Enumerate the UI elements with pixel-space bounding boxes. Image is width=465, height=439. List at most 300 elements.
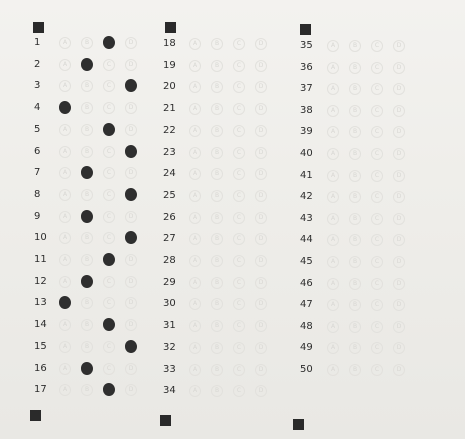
answer-bubble-icon[interactable]: B [211, 168, 223, 180]
answer-bubble-icon[interactable]: C [233, 298, 245, 310]
answer-bubble-icon[interactable]: C [233, 168, 245, 180]
question-number: 17 [34, 384, 47, 396]
answer-bubble-icon[interactable]: B [349, 126, 361, 138]
answer-bubble-icon[interactable]: A [189, 342, 201, 354]
answer-bubble-icon[interactable]: D [393, 321, 405, 333]
question-number: 19 [163, 59, 176, 71]
question-row [34, 165, 164, 181]
question-row [300, 189, 430, 205]
question-row [34, 78, 164, 94]
answer-bubble-icon[interactable]: D [125, 319, 137, 331]
question-row [163, 123, 293, 139]
answer-bubble-icon[interactable] [125, 79, 137, 92]
answer-bubble-icon[interactable]: D [393, 213, 405, 225]
question-row [163, 275, 293, 291]
answer-bubble-icon[interactable]: A [189, 212, 201, 224]
question-row [34, 35, 164, 51]
answer-bubble-icon[interactable]: B [81, 341, 93, 353]
registration-mark-icon [300, 24, 311, 35]
question-row [300, 103, 430, 119]
question-number: 41 [300, 169, 313, 181]
answer-bubble-icon[interactable]: D [255, 320, 267, 332]
answer-bubble-icon[interactable]: D [125, 211, 137, 223]
question-number: 5 [34, 123, 41, 135]
answer-bubble-icon[interactable]: C [371, 234, 383, 246]
question-row [34, 317, 164, 333]
question-row [34, 122, 164, 138]
answer-bubble-icon[interactable]: D [255, 233, 267, 245]
question-row [163, 253, 293, 269]
answer-bubble-icon[interactable]: B [81, 146, 93, 158]
answer-bubble-icon[interactable]: C [103, 276, 115, 288]
answer-bubble-icon[interactable]: D [125, 254, 137, 266]
question-number: 40 [300, 148, 313, 159]
answer-bubble-icon[interactable]: B [81, 189, 93, 201]
answer-bubble-icon[interactable]: A [59, 363, 71, 375]
answer-bubble-icon[interactable]: A [327, 213, 339, 225]
answer-bubble-icon[interactable]: D [393, 342, 405, 354]
question-number: 35 [300, 40, 313, 51]
question-row [34, 382, 164, 398]
question-number: 20 [163, 81, 176, 93]
answer-bubble-icon[interactable] [125, 340, 137, 353]
answer-bubble-icon[interactable]: B [349, 83, 361, 95]
question-row [300, 297, 430, 313]
question-number: 15 [34, 340, 47, 352]
answer-bubble-icon[interactable]: A [189, 385, 201, 397]
answer-bubble-icon[interactable]: A [189, 255, 201, 267]
answer-bubble-icon[interactable]: D [393, 83, 405, 95]
answer-bubble-icon[interactable]: C [371, 83, 383, 95]
question-row [34, 230, 164, 246]
answer-bubble-icon[interactable]: B [211, 298, 223, 310]
question-row [163, 383, 293, 399]
question-number: 12 [34, 275, 47, 287]
answer-bubble-icon[interactable]: C [371, 40, 383, 52]
answer-bubble-icon[interactable]: A [327, 342, 339, 354]
question-row [300, 211, 430, 227]
answer-bubble-icon[interactable]: C [371, 148, 383, 160]
answer-bubble-icon[interactable]: C [371, 105, 383, 117]
question-row [163, 362, 293, 378]
answer-bubble-icon[interactable]: C [233, 147, 245, 159]
answer-bubble-icon[interactable]: B [211, 233, 223, 245]
question-number: 45 [300, 256, 313, 267]
answer-bubble-icon[interactable] [59, 296, 71, 309]
answer-bubble-icon[interactable]: C [233, 81, 245, 93]
answer-bubble-icon[interactable]: B [349, 299, 361, 311]
answer-bubble-icon[interactable]: D [255, 38, 267, 50]
question-row [163, 296, 293, 312]
answer-bubble-icon[interactable]: D [255, 342, 267, 354]
answer-bubble-icon[interactable]: A [59, 254, 71, 266]
answer-bubble-icon[interactable]: A [189, 38, 201, 50]
question-number: 27 [163, 233, 176, 245]
answer-bubble-icon[interactable] [103, 123, 115, 136]
question-row [34, 361, 164, 377]
question-number: 8 [34, 188, 41, 200]
answer-bubble-icon[interactable]: D [255, 364, 267, 376]
answer-bubble-icon[interactable]: A [327, 40, 339, 52]
answer-bubble-icon[interactable]: A [327, 234, 339, 246]
answer-bubble-icon[interactable]: B [81, 37, 93, 49]
answer-bubble-icon[interactable]: B [211, 385, 223, 397]
answer-bubble-icon[interactable]: C [371, 191, 383, 203]
question-number: 14 [34, 319, 47, 331]
answer-bubble-icon[interactable]: D [125, 59, 137, 71]
answer-bubble-icon[interactable]: C [371, 256, 383, 268]
answer-bubble-icon[interactable]: C [233, 190, 245, 202]
question-row [163, 340, 293, 356]
answer-bubble-icon[interactable] [103, 253, 115, 266]
question-row [163, 231, 293, 247]
answer-bubble-icon[interactable]: D [125, 167, 137, 179]
answer-bubble-icon[interactable] [103, 318, 115, 331]
answer-bubble-icon[interactable]: B [349, 191, 361, 203]
answer-bubble-icon[interactable]: A [189, 125, 201, 137]
answer-bubble-icon[interactable]: C [103, 211, 115, 223]
answer-bubble-icon[interactable]: B [211, 81, 223, 93]
answer-bubble-icon[interactable]: D [393, 62, 405, 74]
answer-bubble-icon[interactable]: B [349, 62, 361, 74]
question-row [34, 339, 164, 355]
question-row [34, 144, 164, 160]
question-row [163, 318, 293, 334]
answer-bubble-icon[interactable]: A [59, 167, 71, 179]
answer-bubble-icon[interactable]: A [327, 191, 339, 203]
question-number: 21 [163, 103, 176, 115]
answer-bubble-icon[interactable] [81, 275, 93, 288]
answer-bubble-icon[interactable] [59, 101, 71, 114]
answer-bubble-icon[interactable]: A [59, 146, 71, 158]
question-row [300, 38, 430, 54]
answer-bubble-icon[interactable]: A [189, 233, 201, 245]
answer-bubble-icon[interactable]: C [371, 213, 383, 225]
question-number: 4 [34, 102, 41, 114]
answer-bubble-icon[interactable]: D [393, 148, 405, 160]
answer-bubble-icon[interactable]: D [393, 256, 405, 268]
answer-bubble-icon[interactable]: C [233, 277, 245, 289]
answer-bubble-icon[interactable] [125, 231, 137, 244]
question-row [34, 100, 164, 116]
answer-bubble-icon[interactable]: D [255, 277, 267, 289]
registration-mark-icon [30, 410, 41, 421]
answer-bubble-icon[interactable]: C [233, 342, 245, 354]
question-number: 47 [300, 299, 313, 311]
answer-bubble-icon[interactable]: B [211, 320, 223, 332]
answer-bubble-icon[interactable]: B [81, 232, 93, 244]
answer-bubble-icon[interactable]: C [233, 255, 245, 267]
answer-bubble-icon[interactable]: D [393, 234, 405, 246]
answer-bubble-icon[interactable]: B [81, 297, 93, 309]
answer-bubble-icon[interactable]: C [233, 385, 245, 397]
answer-bubble-icon[interactable]: A [327, 364, 339, 376]
answer-bubble-icon[interactable]: C [371, 170, 383, 182]
question-row [34, 252, 164, 268]
question-row [34, 209, 164, 225]
answer-bubble-icon[interactable]: B [349, 234, 361, 246]
answer-bubble-icon[interactable]: A [59, 189, 71, 201]
answer-bubble-icon[interactable]: D [255, 60, 267, 72]
answer-bubble-icon[interactable]: C [103, 232, 115, 244]
answer-bubble-icon[interactable]: B [81, 102, 93, 114]
answer-bubble-icon[interactable]: A [327, 105, 339, 117]
answer-bubble-icon[interactable]: A [189, 320, 201, 332]
answer-bubble-icon[interactable]: C [233, 103, 245, 115]
answer-bubble-icon[interactable]: B [211, 277, 223, 289]
answer-bubble-icon[interactable]: A [327, 170, 339, 182]
answer-bubble-icon[interactable] [81, 58, 93, 71]
answer-bubble-icon[interactable]: B [349, 213, 361, 225]
answer-bubble-icon[interactable]: B [81, 254, 93, 266]
answer-bubble-icon[interactable]: B [211, 342, 223, 354]
answer-bubble-icon[interactable]: A [189, 147, 201, 159]
answer-bubble-icon[interactable]: D [255, 298, 267, 310]
answer-bubble-icon[interactable]: A [59, 341, 71, 353]
answer-bubble-icon[interactable]: C [371, 321, 383, 333]
question-row [300, 254, 430, 270]
answer-bubble-icon[interactable]: C [233, 125, 245, 137]
question-row [300, 124, 430, 140]
answer-bubble-icon[interactable]: D [125, 363, 137, 375]
answer-bubble-icon[interactable]: D [393, 40, 405, 52]
question-number: 1 [34, 37, 41, 48]
answer-bubble-icon[interactable]: D [393, 364, 405, 376]
question-row [300, 319, 430, 335]
answer-bubble-icon[interactable]: D [125, 276, 137, 288]
answer-bubble-icon[interactable]: A [327, 256, 339, 268]
question-number: 7 [34, 167, 41, 179]
question-row [163, 36, 293, 52]
question-number: 13 [34, 297, 47, 309]
answer-bubble-icon[interactable]: B [349, 40, 361, 52]
question-number: 34 [163, 385, 176, 397]
question-row [34, 187, 164, 203]
answer-bubble-icon[interactable]: A [189, 190, 201, 202]
answer-bubble-icon[interactable]: A [327, 299, 339, 311]
answer-bubble-icon[interactable]: C [103, 297, 115, 309]
answer-bubble-icon[interactable]: A [59, 80, 71, 92]
answer-bubble-icon[interactable] [125, 188, 137, 201]
question-row [300, 81, 430, 97]
registration-mark-icon [165, 22, 176, 33]
answer-bubble-icon[interactable]: C [103, 80, 115, 92]
answer-bubble-icon[interactable]: B [211, 364, 223, 376]
answer-bubble-icon[interactable]: A [327, 126, 339, 138]
answer-bubble-icon[interactable]: B [349, 148, 361, 160]
question-row [163, 166, 293, 182]
answer-bubble-icon[interactable]: B [81, 319, 93, 331]
answer-bubble-icon[interactable] [81, 362, 93, 375]
answer-bubble-icon[interactable]: A [59, 59, 71, 71]
answer-bubble-icon[interactable]: C [371, 364, 383, 376]
answer-bubble-icon[interactable]: A [327, 148, 339, 160]
answer-bubble-icon[interactable]: C [103, 341, 115, 353]
answer-bubble-icon[interactable]: C [371, 62, 383, 74]
question-row [300, 60, 430, 76]
question-row [163, 210, 293, 226]
question-number: 30 [163, 298, 176, 310]
answer-bubble-icon[interactable]: A [59, 211, 71, 223]
answer-bubble-icon[interactable]: C [103, 189, 115, 201]
answer-bubble-icon[interactable]: D [393, 105, 405, 117]
question-number: 11 [34, 254, 47, 265]
answer-bubble-icon[interactable]: D [255, 212, 267, 224]
question-number: 25 [163, 189, 176, 201]
answer-bubble-icon[interactable] [125, 145, 137, 158]
answer-bubble-icon[interactable]: D [393, 126, 405, 138]
answer-bubble-icon[interactable]: C [371, 299, 383, 311]
question-number: 44 [300, 234, 313, 246]
answer-bubble-icon[interactable]: D [393, 278, 405, 290]
answer-bubble-icon[interactable] [103, 36, 115, 49]
question-number: 9 [34, 210, 41, 222]
answer-bubble-icon[interactable]: C [371, 126, 383, 138]
answer-bubble-icon[interactable]: B [349, 364, 361, 376]
answer-bubble-icon[interactable]: D [255, 81, 267, 93]
answer-bubble-icon[interactable]: B [81, 80, 93, 92]
question-number: 43 [300, 212, 313, 224]
question-number: 18 [163, 38, 176, 49]
answer-bubble-icon[interactable]: B [81, 124, 93, 136]
answer-bubble-icon[interactable]: C [233, 212, 245, 224]
question-number: 50 [300, 364, 313, 375]
question-number: 38 [300, 104, 313, 116]
question-number: 37 [300, 83, 313, 95]
registration-mark-icon [293, 419, 304, 430]
question-row [163, 58, 293, 74]
answer-bubble-icon[interactable]: D [125, 102, 137, 114]
question-number: 49 [300, 342, 313, 354]
answer-bubble-icon[interactable]: C [233, 320, 245, 332]
answer-bubble-icon[interactable]: A [59, 232, 71, 244]
answer-bubble-icon[interactable]: B [349, 105, 361, 117]
answer-bubble-icon[interactable]: A [189, 277, 201, 289]
question-row [300, 362, 430, 378]
answer-bubble-icon[interactable]: C [233, 60, 245, 72]
answer-bubble-icon[interactable]: A [189, 364, 201, 376]
question-row [300, 232, 430, 248]
answer-bubble-icon[interactable]: A [59, 319, 71, 331]
question-row [163, 101, 293, 117]
question-number: 31 [163, 320, 176, 332]
answer-bubble-icon[interactable]: D [125, 37, 137, 49]
answer-bubble-icon[interactable]: A [327, 278, 339, 290]
answer-bubble-icon[interactable]: C [103, 59, 115, 71]
question-row [300, 340, 430, 356]
answer-bubble-icon[interactable]: D [393, 170, 405, 182]
question-number: 28 [163, 255, 176, 266]
question-number: 29 [163, 276, 176, 288]
answer-bubble-icon[interactable]: B [211, 147, 223, 159]
answer-bubble-icon[interactable]: A [189, 168, 201, 180]
question-number: 46 [300, 277, 313, 289]
question-number: 32 [163, 341, 176, 353]
answer-bubble-icon[interactable] [103, 383, 115, 396]
answer-bubble-icon[interactable]: A [327, 62, 339, 74]
question-number: 6 [34, 145, 41, 157]
answer-bubble-icon[interactable]: B [211, 125, 223, 137]
answer-bubble-icon[interactable]: C [103, 102, 115, 114]
answer-bubble-icon[interactable]: B [81, 384, 93, 396]
answer-bubble-icon[interactable]: C [371, 342, 383, 354]
answer-bubble-icon[interactable]: D [125, 297, 137, 309]
question-row [300, 276, 430, 292]
answer-bubble-icon[interactable]: C [233, 233, 245, 245]
answer-bubble-icon[interactable]: A [59, 384, 71, 396]
answer-bubble-icon[interactable]: B [349, 256, 361, 268]
question-row [300, 168, 430, 184]
answer-bubble-icon[interactable]: D [125, 384, 137, 396]
answer-bubble-icon[interactable]: A [59, 276, 71, 288]
question-number: 39 [300, 126, 313, 138]
answer-bubble-icon[interactable]: D [255, 147, 267, 159]
answer-bubble-icon[interactable]: A [59, 37, 71, 49]
answer-bubble-icon[interactable]: B [211, 190, 223, 202]
answer-bubble-icon[interactable]: A [189, 103, 201, 115]
answer-bubble-icon[interactable]: D [255, 190, 267, 202]
question-number: 24 [163, 168, 176, 180]
answer-bubble-icon[interactable]: C [103, 146, 115, 158]
answer-bubble-icon[interactable]: A [189, 60, 201, 72]
answer-bubble-icon[interactable]: B [211, 212, 223, 224]
answer-bubble-icon[interactable] [81, 210, 93, 223]
answer-bubble-icon[interactable]: D [255, 255, 267, 267]
answer-bubble-icon[interactable]: D [255, 385, 267, 397]
answer-bubble-icon[interactable]: D [255, 125, 267, 137]
question-row [34, 295, 164, 311]
answer-bubble-icon[interactable]: B [211, 38, 223, 50]
answer-bubble-icon[interactable] [81, 166, 93, 179]
question-row [300, 146, 430, 162]
question-number: 10 [34, 232, 47, 244]
answer-bubble-icon[interactable]: C [103, 167, 115, 179]
question-number: 36 [300, 61, 313, 73]
answer-bubble-icon[interactable]: D [393, 191, 405, 203]
answer-bubble-icon[interactable]: B [349, 342, 361, 354]
question-number: 23 [163, 146, 176, 158]
answer-bubble-icon[interactable]: B [349, 170, 361, 182]
question-number: 26 [163, 211, 176, 223]
answer-bubble-icon[interactable]: D [393, 299, 405, 311]
answer-bubble-icon[interactable]: B [211, 103, 223, 115]
answer-bubble-icon[interactable]: B [211, 255, 223, 267]
question-number: 16 [34, 362, 47, 374]
answer-bubble-icon[interactable]: B [349, 278, 361, 290]
answer-bubble-icon[interactable]: A [189, 81, 201, 93]
answer-bubble-icon[interactable]: D [255, 103, 267, 115]
question-number: 42 [300, 191, 313, 203]
question-number: 33 [163, 363, 176, 375]
answer-bubble-icon[interactable]: D [255, 168, 267, 180]
answer-bubble-icon[interactable]: A [189, 298, 201, 310]
question-number: 48 [300, 320, 313, 332]
answer-bubble-icon[interactable]: D [125, 124, 137, 136]
answer-bubble-icon[interactable]: B [349, 321, 361, 333]
answer-bubble-icon[interactable]: C [233, 38, 245, 50]
answer-bubble-icon[interactable]: C [371, 278, 383, 290]
answer-bubble-icon[interactable]: C [233, 364, 245, 376]
answer-bubble-icon[interactable]: A [327, 321, 339, 333]
registration-mark-icon [33, 22, 44, 33]
question-number: 22 [163, 124, 176, 136]
answer-bubble-icon[interactable]: A [327, 83, 339, 95]
question-row [34, 274, 164, 290]
answer-bubble-icon[interactable]: B [211, 60, 223, 72]
answer-bubble-icon[interactable]: A [59, 124, 71, 136]
answer-bubble-icon[interactable]: C [103, 363, 115, 375]
question-row [163, 79, 293, 95]
